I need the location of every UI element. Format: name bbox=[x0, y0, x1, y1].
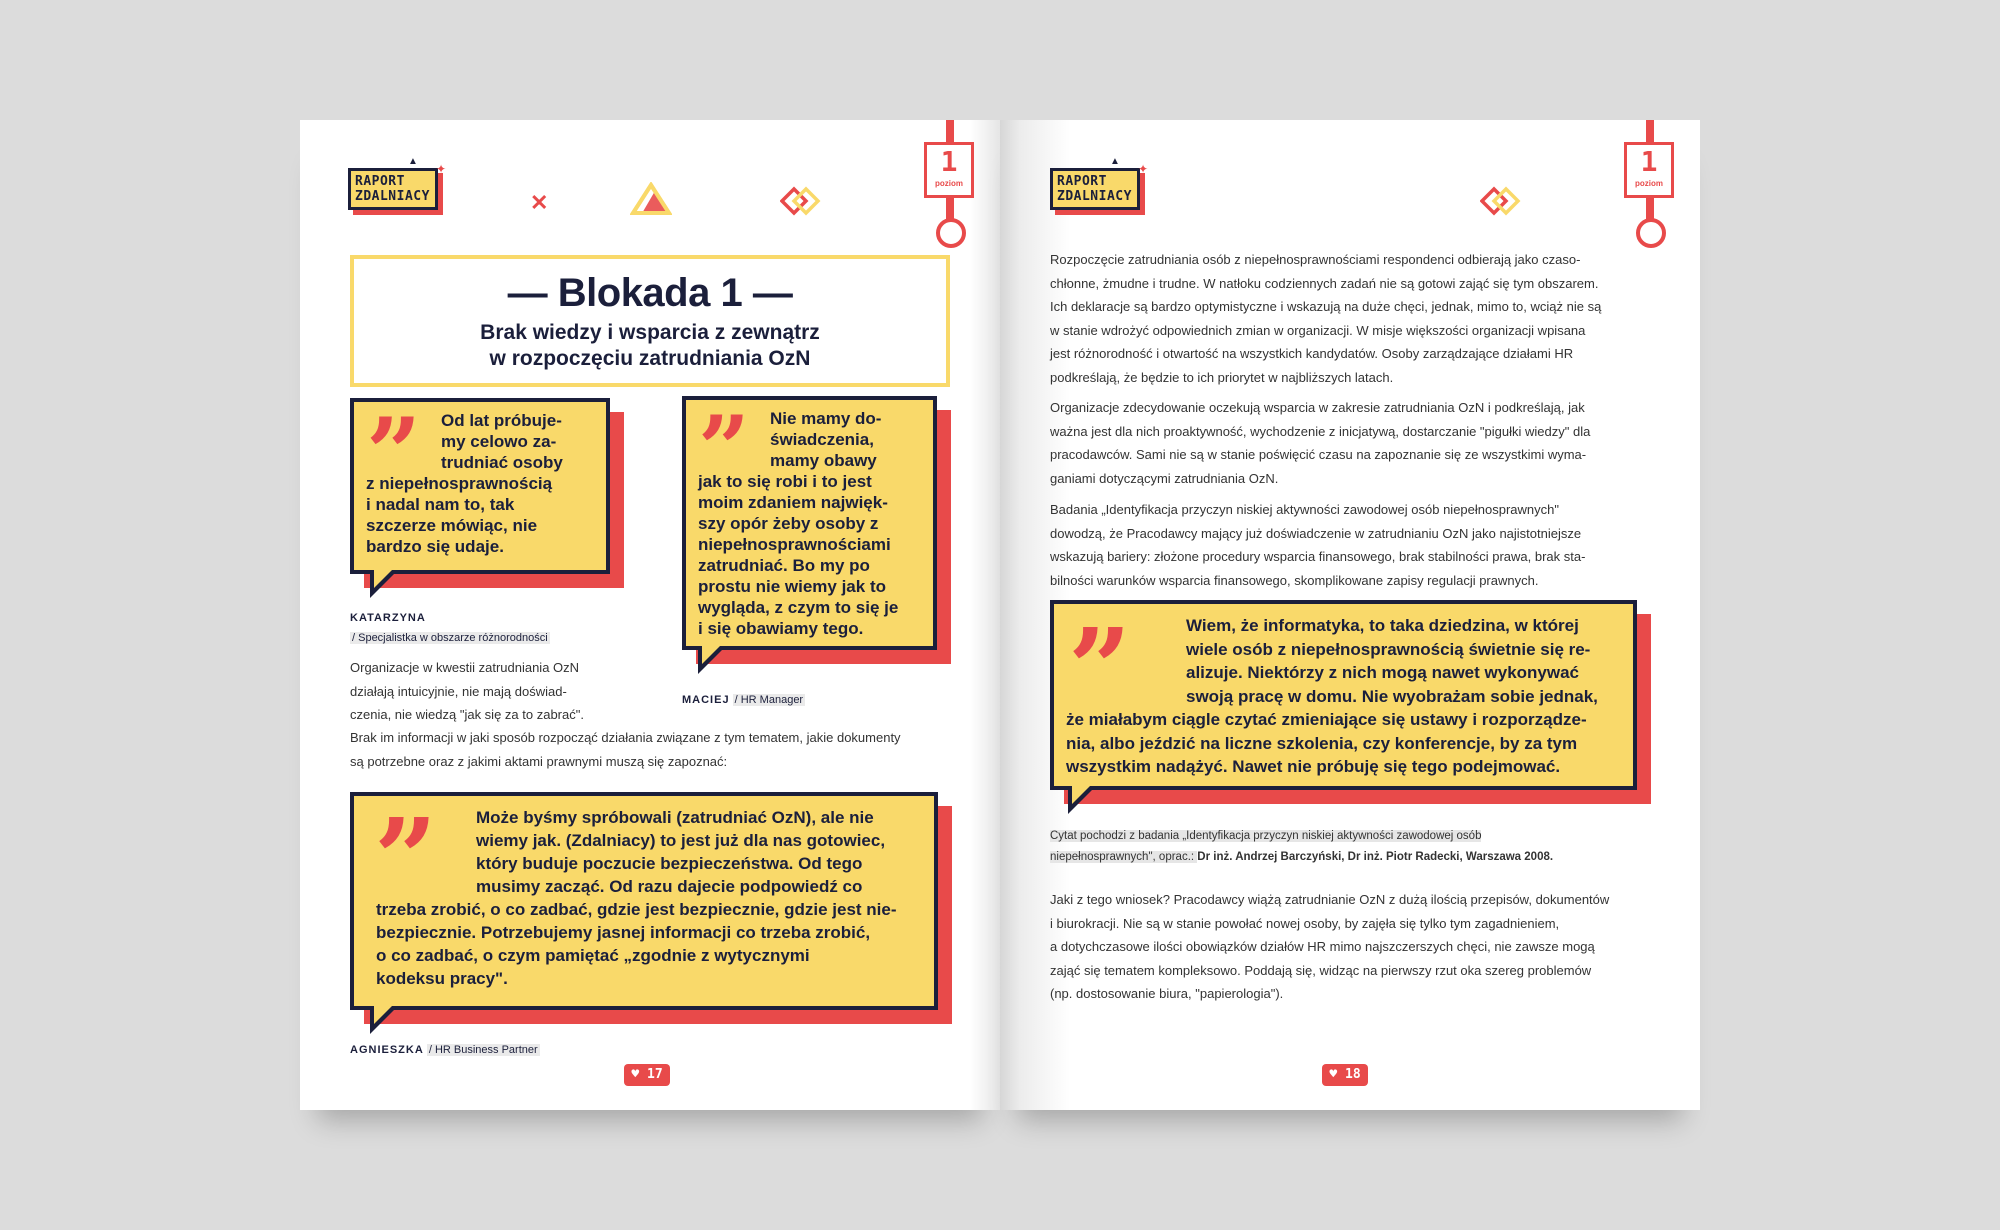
quote-line: trudniać osoby bbox=[441, 453, 563, 472]
quote-box-agnieszka bbox=[350, 792, 938, 1010]
paragraph-line: bilności warunków wsparcia finansowego, skomplikowane zapisy regulacji prawnych. bbox=[1050, 572, 1539, 588]
paragraph-line: Brak im informacji w jaki sposób rozpocząć działania związane z tym tematem, jakie dokumenty bbox=[350, 730, 901, 745]
quote-box-katarzyna bbox=[350, 398, 610, 574]
quote-line: alizuje. Niektórzy z nich mogą nawet wykonywać bbox=[1186, 663, 1580, 682]
logo-icon bbox=[348, 168, 438, 210]
quote-line: wiemy jak. (Zdalniacy) to jest już dla nas gotowiec, bbox=[476, 831, 886, 850]
logo-line1: RAPORT bbox=[1057, 174, 1107, 189]
quote-line: Wiem, że informatyka, to taka dziedzina, w której bbox=[1186, 616, 1579, 635]
paragraph-line: pracodawców. Sami nie są w stanie poświęcić czasu na zapoznanie się ze wszystkimi wyma- bbox=[1050, 447, 1587, 462]
speech-tail bbox=[374, 1006, 392, 1024]
quote-icon: ” bbox=[698, 396, 750, 502]
quote-line: z niepełnosprawnością bbox=[366, 474, 553, 493]
paragraph-line: ważna jest dla nich proaktywność, wychodzenie z inicjatywą, dostarczanie "pigułki wiedzy" dla bbox=[1050, 423, 1591, 439]
sparkle-icon: ▲ bbox=[408, 156, 418, 167]
quote-line: wiele osób z niepełnosprawnością świetnie się re- bbox=[1186, 639, 1591, 659]
diamond-icon bbox=[780, 186, 822, 216]
quote-line: niepełnosprawnościami bbox=[698, 535, 891, 554]
quote-box-research bbox=[1050, 600, 1637, 790]
author-katarzyna bbox=[350, 608, 550, 648]
page-number: 17 bbox=[647, 1067, 663, 1082]
paragraph-line: Badania „Identyfikacja przyczyn niskiej aktywności zawodowej osób niepełnosprawnych" bbox=[1050, 502, 1559, 517]
quote-line: szy opór żeby osoby z bbox=[698, 514, 879, 533]
paragraph-line: Organizacje zdecydowanie oczekują wsparcia w zakresie zatrudniania OzN i podkreślają, jak bbox=[1050, 400, 1585, 415]
level-badge bbox=[924, 120, 976, 250]
paragraph-line: wskazują bariery: złożone procedury wsparcia finansowego, brak stabilności prawa, brak sta- bbox=[1050, 549, 1586, 564]
quote-line: prostu nie wiemy jak to bbox=[698, 577, 886, 596]
paragraph-line: Organizacje w kwestii zatrudniania OzN bbox=[350, 660, 580, 675]
quote-icon: ” bbox=[366, 397, 422, 510]
body-paragraph-3 bbox=[1050, 498, 1650, 592]
source-line1: Cytat pochodzi z badania „Identyfikacja przyczyn niskiej aktywności zawodowej osób bbox=[1050, 830, 1482, 842]
quote-line: wszystkim nadążyć. Nawet nie próbuję się tego podejmować. bbox=[1066, 757, 1561, 776]
heart-icon: ♥ bbox=[631, 1067, 640, 1082]
quote-line: swoją pracę w domu. Nie wyobrażam sobie jednak, bbox=[1186, 686, 1598, 706]
level-circle-icon bbox=[936, 218, 966, 248]
quote-text bbox=[698, 408, 928, 639]
quote-icon: ” bbox=[374, 794, 438, 923]
speech-tail bbox=[1072, 786, 1090, 804]
heart-icon: ♥ bbox=[1329, 1067, 1338, 1082]
logo-line1: RAPORT bbox=[355, 174, 405, 189]
paragraph-line: zająć się tematem kompleksowo. Poddają się, widząc na pierwszy rzut oka szereg problemów bbox=[1050, 962, 1592, 978]
author-maciej bbox=[682, 694, 805, 706]
level-box bbox=[1624, 142, 1674, 198]
author-name: MACIEJ bbox=[682, 694, 730, 706]
quote-line: o co zadbać, o czym pamiętać „zgodnie z wytycznymi bbox=[376, 946, 810, 965]
speech-tail bbox=[702, 646, 720, 664]
author-role: / Specjalistka w obszarze różnorodności bbox=[352, 632, 548, 644]
level-circle-icon bbox=[1636, 218, 1666, 248]
sparkle-icon: ✦ bbox=[1138, 162, 1149, 176]
intro-paragraph-wide bbox=[350, 726, 950, 773]
logo-line2: ZDALNIACY bbox=[355, 189, 430, 204]
level-box bbox=[924, 142, 974, 198]
level-badge bbox=[1624, 120, 1676, 250]
quote-line: że miałabym ciągle czytać zmieniające się ustawy i rozporządze- bbox=[1066, 710, 1587, 729]
sparkle-icon: ▲ bbox=[1110, 156, 1120, 167]
quote-line: wygląda, z czym to się je bbox=[698, 598, 899, 617]
source-line2: niepełnosprawnych", oprac.: bbox=[1050, 851, 1198, 863]
paragraph-line: w stanie wdrożyć odpowiednich zmian w organizacji. W misje większości organizacji wpisana bbox=[1050, 322, 1586, 338]
paragraph-line: czenia, nie wiedzą "jak się za to zabrać". bbox=[350, 707, 584, 722]
quote-text bbox=[374, 794, 931, 990]
author-name: AGNIESZKA bbox=[350, 1044, 424, 1056]
sparkle-icon: ✦ bbox=[436, 162, 447, 176]
quote-text bbox=[1066, 604, 1631, 779]
quote-text bbox=[366, 410, 594, 557]
logo bbox=[1050, 156, 1149, 234]
quote-line: zatrudniać. Bo my po bbox=[698, 556, 870, 575]
quote-line: i się obawiamy tego. bbox=[698, 619, 864, 638]
page-gutter-shadow bbox=[970, 120, 1000, 1110]
author-agnieszka bbox=[350, 1044, 540, 1056]
intro-paragraph bbox=[350, 656, 620, 727]
quote-line: trzeba zrobić, o co zadbać, gdzie jest bezpiecznie, gdzie jest nie- bbox=[376, 900, 897, 919]
level-connector bbox=[1646, 198, 1654, 220]
section-title-box bbox=[350, 255, 950, 387]
logo-icon bbox=[1050, 168, 1140, 210]
quote-line: jak to się robi i to jest bbox=[698, 472, 872, 491]
speech-tail bbox=[374, 570, 392, 588]
quote-line: my celowo za- bbox=[441, 432, 557, 451]
level-number: 1 bbox=[940, 145, 958, 178]
paragraph-line: chłonne, żmudne i trudne. W natłoku codziennych zadań nie są gotowi zająć się tym obszarem. bbox=[1050, 275, 1599, 291]
logo-line2: ZDALNIACY bbox=[1057, 189, 1132, 204]
quote-line: który buduje poczucie bezpieczeństwa. Od tego bbox=[476, 854, 863, 873]
author-role: / HR Manager bbox=[734, 694, 804, 706]
paragraph-line: podkreślają, że będzie to ich priorytet w najbliższych latach. bbox=[1050, 369, 1394, 385]
body-paragraph-2 bbox=[1050, 396, 1650, 490]
right-page bbox=[1000, 120, 1700, 1110]
paragraph-line: Ich deklaracje są bardzo optymistyczne i wskazują na duże chęci, jednak, mimo to, wciąż nie są bbox=[1050, 299, 1602, 314]
left-page bbox=[300, 120, 1000, 1110]
author-role: / HR Business Partner bbox=[428, 1044, 538, 1056]
page-number-badge bbox=[1322, 1064, 1368, 1086]
level-label: poziom bbox=[1635, 179, 1663, 188]
quote-line: Od lat próbuje- bbox=[441, 411, 562, 430]
author-name: KATARZYNA bbox=[350, 612, 426, 624]
quote-icon: ” bbox=[1068, 604, 1132, 733]
quote-source bbox=[1050, 826, 1650, 868]
quote-box-maciej bbox=[682, 396, 937, 650]
paragraph-line: działają intuicyjnie, nie mają doświad- bbox=[350, 683, 567, 699]
level-label: poziom bbox=[935, 179, 963, 188]
quote-line: szczerze mówiąc, nie bbox=[366, 516, 538, 535]
page-number-badge bbox=[624, 1064, 670, 1086]
section-subtitle-line1: Brak wiedzy i wsparcia z zewnątrz bbox=[480, 321, 820, 344]
quote-line: nia, albo jeździć na liczne szkolenia, czy konferencje, by za tym bbox=[1066, 733, 1578, 753]
level-connector bbox=[946, 198, 954, 220]
paragraph-line: dowodzą, że Pracodawcy mający już doświadczenie w zatrudnianiu OzN jako najistotniejsze bbox=[1050, 525, 1582, 541]
quote-line: bardzo się udaje. bbox=[366, 537, 504, 556]
paragraph-line: i biurokracji. Nie są w stanie powołać nowej osoby, by zajęła się tylko tym zagadnieniem, bbox=[1050, 915, 1560, 931]
level-number: 1 bbox=[1640, 145, 1658, 178]
section-title: — Blokada 1 — bbox=[507, 271, 793, 315]
paragraph-line: ganiami dotyczącymi zatrudniania OzN. bbox=[1050, 470, 1279, 486]
quote-line: musimy zacząć. Od razu dajecie podpowiedź co bbox=[476, 877, 863, 896]
paragraph-line: Rozpoczęcie zatrudniania osób z niepełnosprawnościami respondenci odbierają jako czaso- bbox=[1050, 252, 1581, 267]
source-authors: Dr inż. Andrzej Barczyński, Dr inż. Piotr Radecki, Warszawa 2008. bbox=[1197, 851, 1554, 863]
level-connector bbox=[946, 120, 954, 144]
quote-line: mamy obawy bbox=[770, 451, 877, 470]
quote-line: bezpiecznie. Potrzebujemy jasnej informacji co trzeba zrobić, bbox=[376, 923, 871, 942]
quote-line: Może byśmy spróbowali (zatrudniać OzN), ale nie bbox=[476, 808, 874, 827]
quote-line: Nie mamy do- bbox=[770, 409, 882, 428]
quote-line: i nadal nam to, tak bbox=[366, 495, 515, 514]
paragraph-line: Jaki z tego wniosek? Pracodawcy wiążą zatrudnianie OzN z dużą ilością przepisów, dokumentów bbox=[1050, 892, 1610, 907]
quote-line: kodeksu pracy". bbox=[376, 969, 508, 988]
quote-line: moim zdaniem najwięk- bbox=[698, 493, 888, 512]
page-number: 18 bbox=[1345, 1067, 1361, 1082]
quote-line: świadczenia, bbox=[770, 430, 874, 449]
body-paragraph-1 bbox=[1050, 248, 1650, 389]
logo bbox=[348, 156, 447, 234]
paragraph-line: a dotychczasowe ilości obowiązków działów HR mimo najszczerszych chęci, nie zawsze mogą bbox=[1050, 939, 1595, 954]
section-subtitle-line2: w rozpoczęciu zatrudniania OzN bbox=[489, 347, 811, 370]
body-paragraph-4 bbox=[1050, 888, 1650, 1006]
triangle-icon bbox=[630, 182, 672, 216]
paragraph-line: (np. dostosowanie biura, "papierologia"). bbox=[1050, 986, 1284, 1001]
paragraph-line: są potrzebne oraz z jakimi aktami prawnymi muszą się zapoznać: bbox=[350, 753, 728, 769]
diamond-icon bbox=[1480, 186, 1522, 216]
paragraph-line: jest różnorodność i otwartość na wszystkich kandydatów. Osoby zarządzające działami HR bbox=[1050, 346, 1574, 361]
x-mark-icon: ✕ bbox=[530, 190, 549, 215]
level-connector bbox=[1646, 120, 1654, 144]
